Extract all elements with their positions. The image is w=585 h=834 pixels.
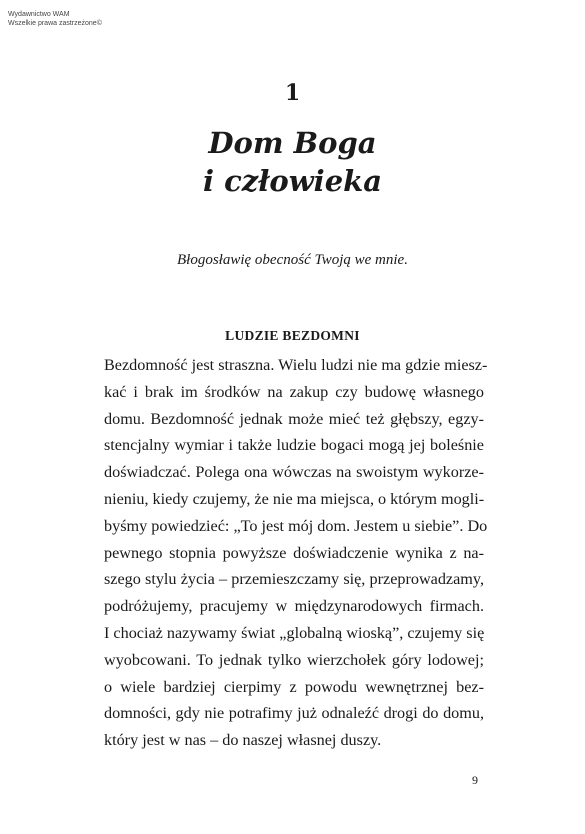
body-line: domu. Bezdomność jednak może mieć też głębszy, egzy-: [104, 409, 484, 428]
body-line: o wiele bardziej cierpimy z powodu wewnętrznej bez-: [104, 677, 484, 696]
body-line: I chociaż nazywamy świat „globalną wioską”, czujemy się: [104, 623, 485, 642]
body-line: doświadczać. Polega ona wówczas na swoistym wykorze-: [104, 463, 484, 482]
publisher-header: [8, 10, 102, 28]
body-line: domności, gdy nie potrafimy już odnaleźć drogi do domu,: [104, 704, 484, 723]
body-line: Bezdomność jest straszna. Wielu ludzi nie ma gdzie miesz-: [104, 356, 488, 374]
body-line: szego stylu życia – przemieszczamy się, przeprowadzamy,: [104, 570, 484, 589]
body-line: byśmy powiedzieć: „To jest mój dom. Jestem u siebie”. Do: [104, 516, 488, 535]
body-line: nieniu, kiedy czujemy, że nie ma miejsca, o którym mogli-: [104, 489, 485, 508]
body-line: wyobcowani. To jednak tylko wierzchołek góry lodowej;: [104, 650, 484, 669]
page-number: 9: [472, 773, 478, 787]
publisher-name: Wydawnictwo WAM: [8, 11, 70, 18]
body-line: kać i brak im środków na zakup czy budowę własnego: [104, 382, 484, 401]
chapter-title-line-2: i człowieka: [202, 164, 383, 198]
body-line: stencjalny wymiar i także ludzie bogaci mogą jej boleśnie: [104, 436, 484, 455]
chapter-motto: Błogosławię obecność Twoją we mnie.: [177, 252, 408, 268]
body-text: [104, 352, 488, 754]
chapter-title-line-1: Dom Boga: [208, 126, 377, 160]
copyright-notice: Wszelkie prawa zastrzeżone©: [8, 20, 102, 27]
body-line: pewnego stopnia powyższe doświadczenie wynika z na-: [104, 543, 484, 562]
chapter-title: [0, 124, 585, 200]
chapter-number: 1: [284, 80, 301, 106]
body-line: który jest w nas – do naszej własnej duszy.: [104, 731, 382, 750]
body-line: podróżujemy, pracujemy w międzynarodowych firmach.: [104, 597, 484, 616]
section-heading: LUDZIE BEZDOMNI: [225, 328, 360, 343]
